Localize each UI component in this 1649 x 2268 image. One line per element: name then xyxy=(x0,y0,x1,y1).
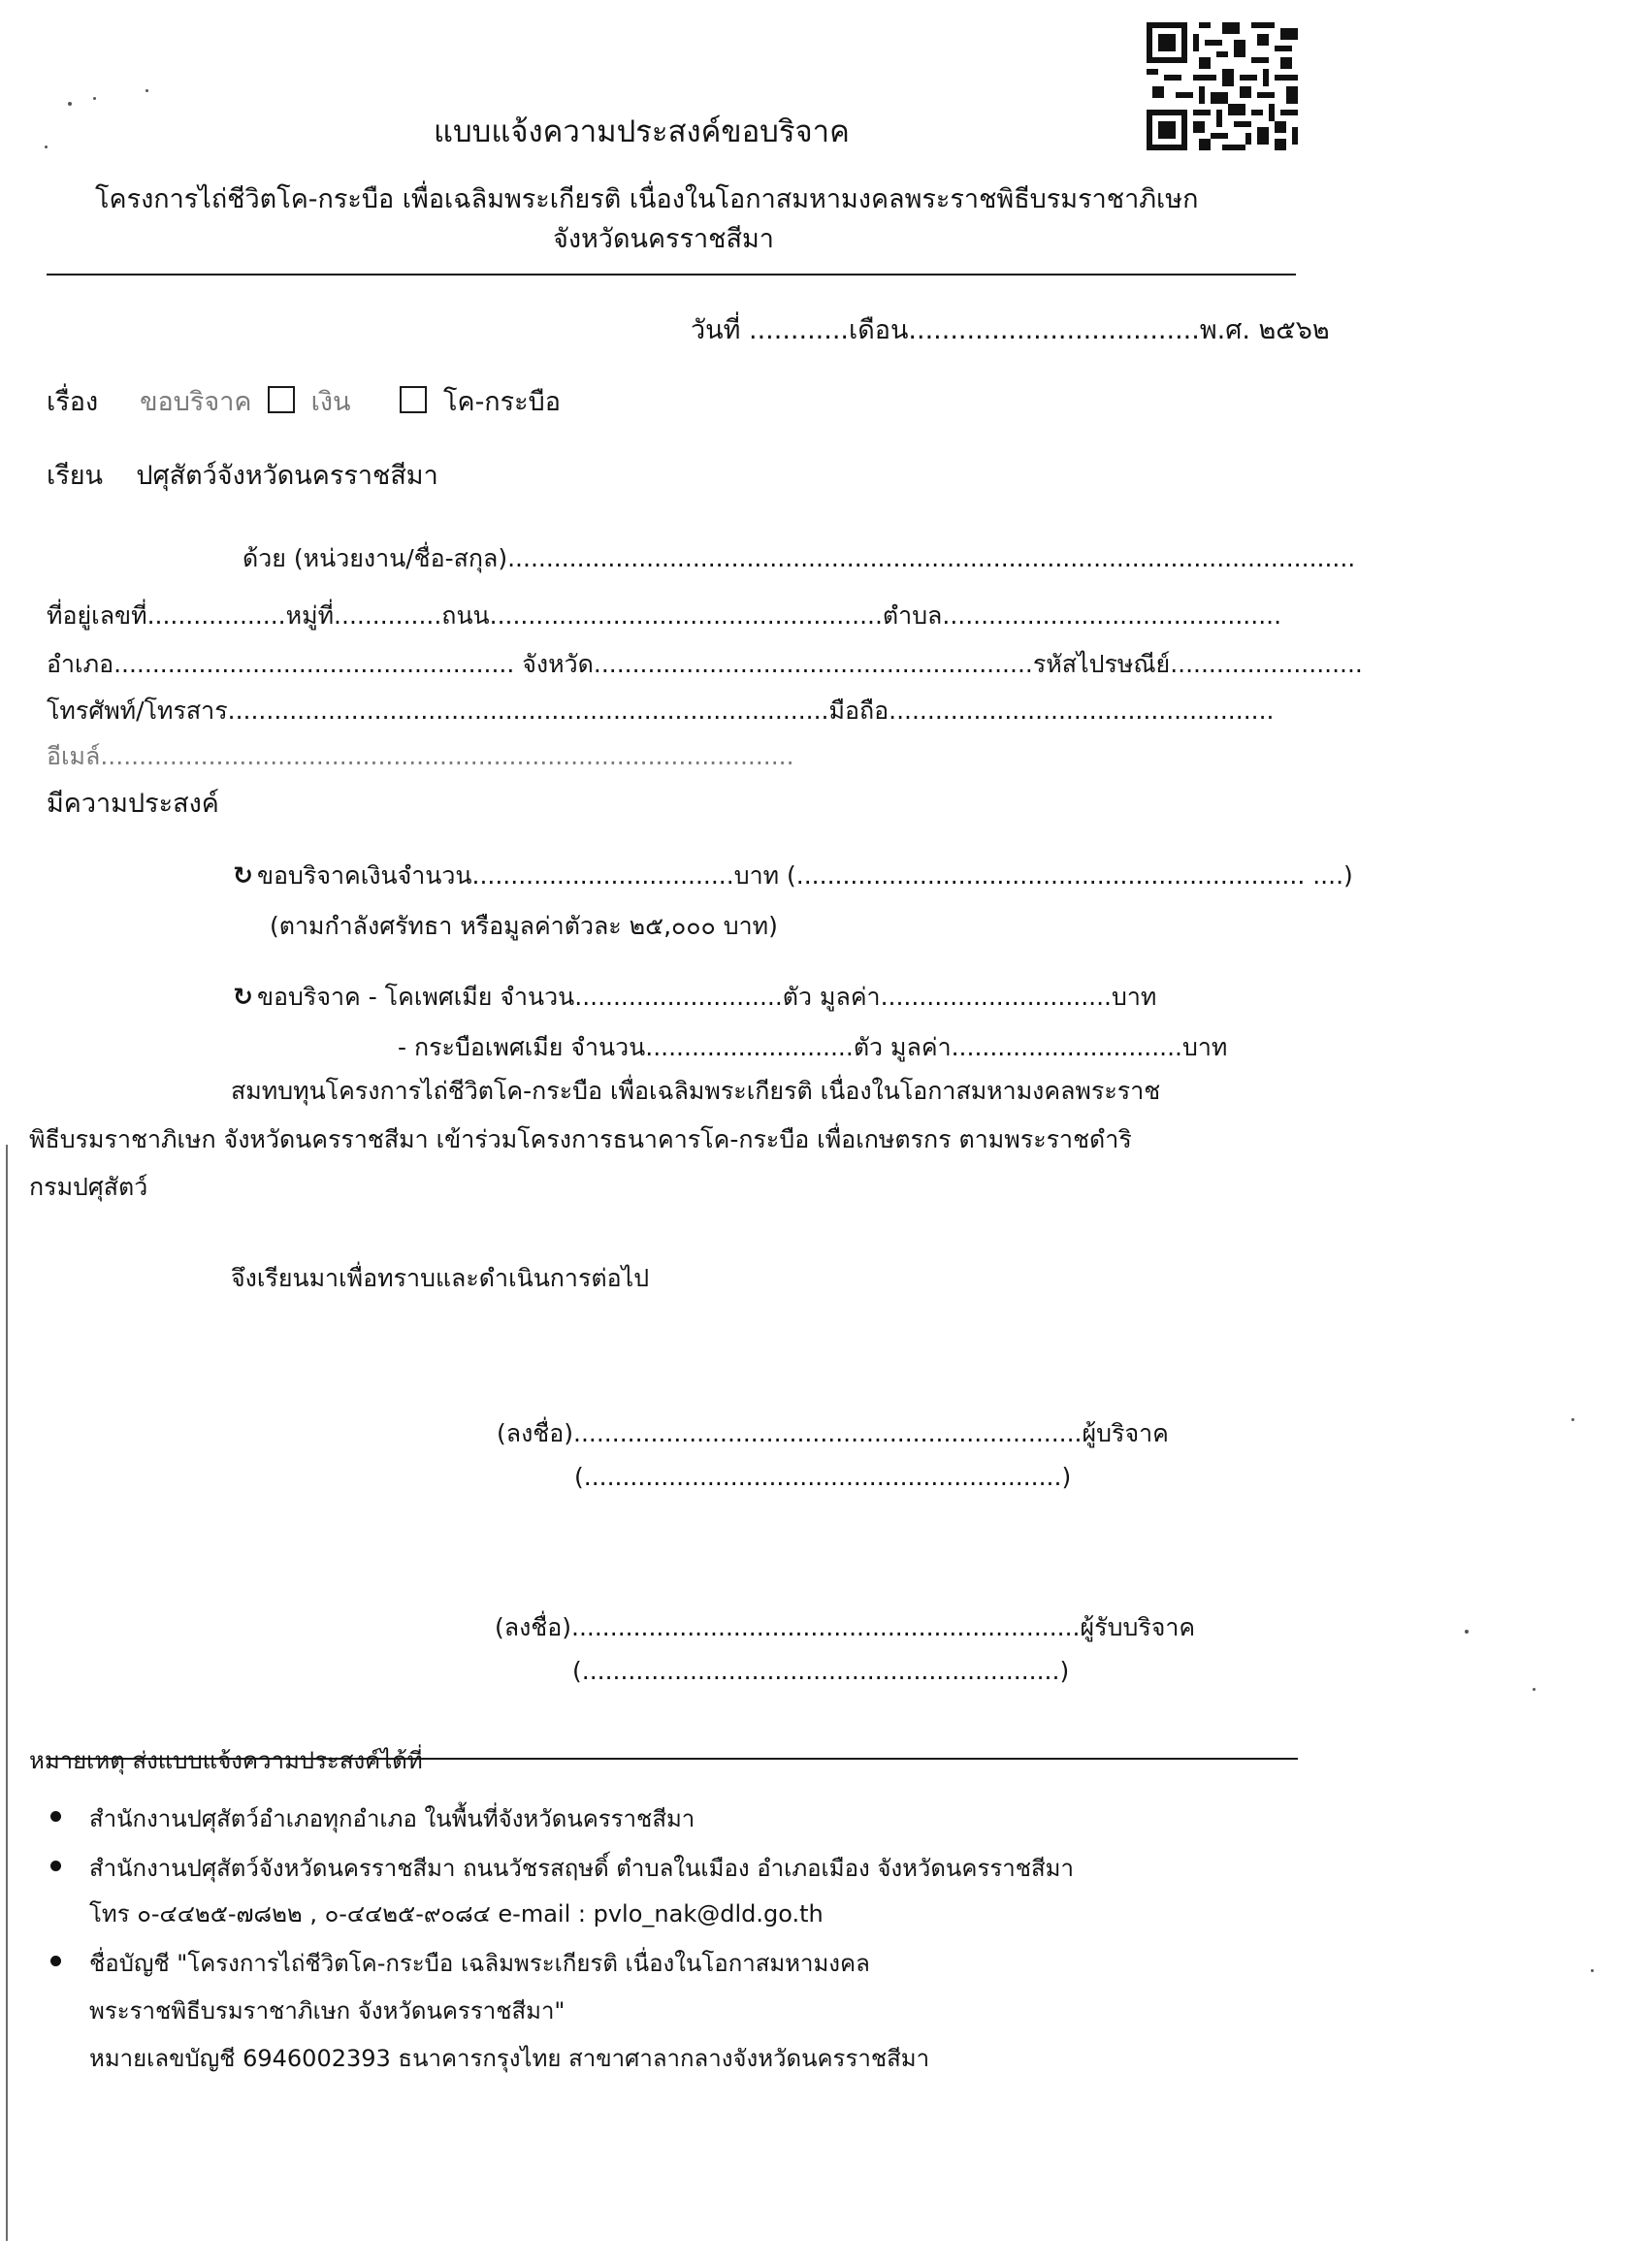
donation-money-text[interactable]: ขอบริจาคเงินจำนวน..................................บาท (.................................................................. ....) xyxy=(256,861,1353,890)
field-district-province[interactable]: อำเภอ.................................................... จังหวัด.........................................................รหัสไปรษณีย์......................... xyxy=(47,650,1363,678)
header-divider xyxy=(47,274,1296,275)
bullet-icon xyxy=(50,1956,61,1966)
to-label: เรียน xyxy=(47,461,104,491)
donation-money-line xyxy=(233,857,1353,895)
donation-cattle-line2[interactable]: - กระบือเพศเมีย จำนวน...........................ตัว มูลค่า..............................บาท xyxy=(398,1033,1228,1061)
curved-arrow-icon: ↻ xyxy=(233,861,253,890)
scan-speck xyxy=(1591,1969,1594,1972)
body-line2: พิธีบรมราชาภิเษก จังหวัดนครราชสีมา เข้าร่วมโครงการธนาคารโค-กระบือ เพื่อเกษตรกร ตามพระราชดำริ xyxy=(29,1125,1132,1153)
footer-bullet3-line3: หมายเลขบัญชี 6946002393 ธนาคารกรุงไทย สาขาศาลากลางจังหวัดนครราชสีมา xyxy=(89,2045,930,2072)
body-line1: สมทบทุนโครงการไถ่ชีวิตโค-กระบือ เพื่อเฉลิมพระเกียรติ เนื่องในโอกาสมหามงคลพระราช xyxy=(231,1077,1161,1105)
subject-text: ขอบริจาค xyxy=(140,387,252,417)
bullet-icon xyxy=(50,1861,61,1871)
intent-label: มีความประสงค์ xyxy=(47,789,219,819)
bullet-icon xyxy=(50,1811,61,1822)
donor-name[interactable]: (..............................................................) xyxy=(574,1463,1072,1491)
field-email[interactable]: อีเมล์.......................................................................................... xyxy=(47,742,794,770)
subject-line xyxy=(47,380,561,422)
to-text: ปศุสัตว์จังหวัดนครราชสีมา xyxy=(136,461,438,491)
footer-bullet3-line1: ชื่อบัญชี "โครงการไถ่ชีวิตโค-กระบือ เฉลิมพระเกียรติ เนื่องในโอกาสมหามงคล xyxy=(89,1950,870,1977)
field-phone[interactable]: โทรศัพท์/โทรสาร..............................................................................มือถือ.................................................. xyxy=(47,697,1275,725)
scan-edge-line xyxy=(6,1145,8,2241)
form-subtitle-line2: จังหวัดนครราชสีมา xyxy=(553,224,774,254)
footer-note-label: หมายเหตุ ส่งแบบแจ้งความประสงค์ได้ที่ xyxy=(29,1747,423,1774)
checkbox-money[interactable] xyxy=(268,386,295,413)
donation-cattle-line1 xyxy=(233,978,1156,1017)
donor-signature[interactable]: (ลงชื่อ)..................................................................ผู้บริจาค xyxy=(497,1419,1169,1447)
donation-cattle-text1[interactable]: ขอบริจาค - โคเพศเมีย จำนวน...........................ตัว มูลค่า..............................บาท xyxy=(256,983,1157,1011)
qr-code-icon xyxy=(1147,21,1298,151)
scan-speck xyxy=(93,97,96,100)
to-line xyxy=(47,454,438,496)
scan-speck xyxy=(1465,1630,1469,1634)
checkbox-cattle[interactable] xyxy=(400,386,427,413)
option-money-label: เงิน xyxy=(310,387,351,417)
footer-bullet1: สำนักงานปศุสัตว์อำเภอทุกอำเภอ ในพื้นที่จังหวัดนครราชสีมา xyxy=(89,1805,695,1832)
field-name-org[interactable]: ด้วย (หน่วยงาน/ชื่อ-สกุล).............................................................................................................. xyxy=(242,544,1356,572)
scan-speck xyxy=(1571,1418,1574,1421)
date-line: วันที่ ............เดือน...................................พ.ศ. ๒๕๖๒ xyxy=(691,315,1330,345)
footer-bullet2-line2: โทร ๐-๔๔๒๕-๗๘๒๒ , ๐-๔๔๒๕-๙๐๘๔ e-mail : pvlo_nak@dld.go.th xyxy=(89,1900,824,1928)
body-line3: กรมปศุสัตว์ xyxy=(29,1173,148,1201)
scan-speck xyxy=(45,146,48,148)
form-title: แบบแจ้งความประสงค์ขอบริจาค xyxy=(434,114,850,149)
receiver-signature[interactable]: (ลงชื่อ)..................................................................ผู้รับบริจาค xyxy=(495,1613,1196,1641)
option-cattle-label: โค-กระบือ xyxy=(443,387,562,417)
donation-money-note: (ตามกำลังศรัทธา หรือมูลค่าตัวละ ๒๕,๐๐๐ บาท) xyxy=(270,912,778,940)
field-address[interactable]: ที่อยู่เลขที่..................หมู่ที่..............ถนน...................................................ตำบล............................................ xyxy=(47,601,1282,630)
form-subtitle-line1: โครงการไถ่ชีวิตโค-กระบือ เพื่อเฉลิมพระเกียรติ เนื่องในโอกาสมหามงคลพระราชพิธีบรมราชาภิเษก xyxy=(95,184,1199,214)
scan-speck xyxy=(146,89,148,92)
subject-label: เรื่อง xyxy=(47,387,99,417)
footer-bullet3-line2: พระราชพิธีบรมราชาภิเษก จังหวัดนครราชสีมา" xyxy=(89,1997,566,2025)
closing-text: จึงเรียนมาเพื่อทราบและดำเนินการต่อไป xyxy=(231,1264,650,1292)
curved-arrow-icon: ↻ xyxy=(233,983,253,1011)
receiver-name[interactable]: (..............................................................) xyxy=(572,1657,1070,1685)
scan-speck xyxy=(1533,1688,1536,1691)
scan-speck xyxy=(68,102,72,106)
footer-bullet2-line1: สำนักงานปศุสัตว์จังหวัดนครราชสีมา ถนนวัชรสฤษดิ์ ตำบลในเมือง อำเภอเมือง จังหวัดนครราชสีมา xyxy=(89,1855,1074,1882)
